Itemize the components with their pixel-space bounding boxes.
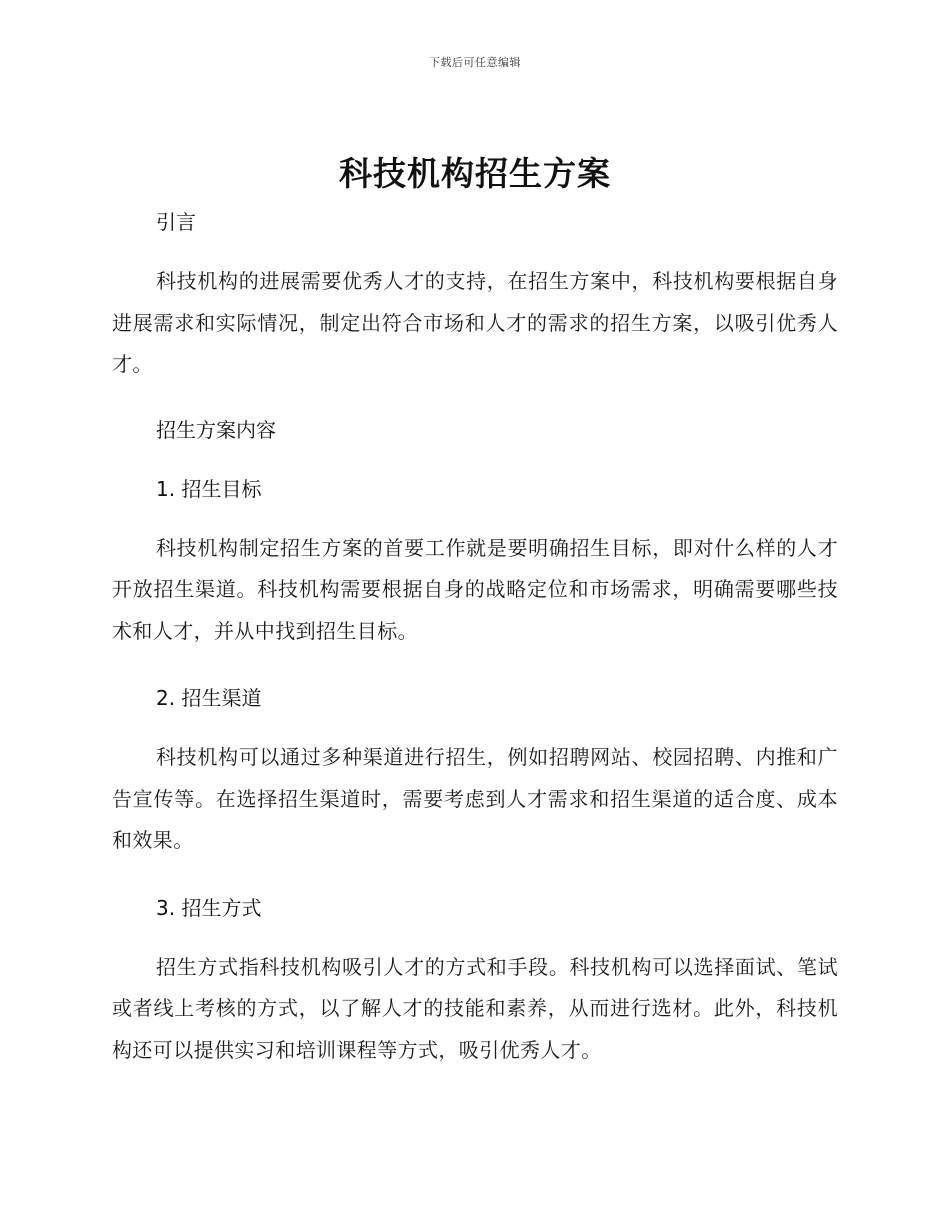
page-title: 科技机构招生方案: [339, 154, 611, 193]
document-body: [112, 200, 838, 1071]
paragraph-channel: 科技机构可以通过多种渠道进行招生，例如招聘网站、校园招聘、内推和广告宣传等。在选择招生渠道时，需要考虑到人才需求和招生渠道的适合度、成本和效果。: [112, 745, 838, 852]
paragraph-intro: 科技机构的进展需要优秀人才的支持，在招生方案中，科技机构要根据自身进展需求和实际情况，制定出符合市场和人才的需求的招生方案，以吸引优秀人才。: [112, 269, 838, 376]
header-note: 下载后可任意编辑: [429, 56, 521, 69]
section-heading-content: 招生方案内容: [156, 417, 276, 442]
section-heading-channel: 2. 招生渠道: [156, 686, 262, 710]
paragraph-target: 科技机构制定招生方案的首要工作就是要明确招生目标，即对什么样的人才开放招生渠道。科技机构需要根据自身的战略定位和市场需求，明确需要哪些技术和人才，并从中找到招生目标。: [112, 535, 838, 643]
section-heading-method: 3. 招生方式: [156, 895, 262, 920]
paragraph-method: 招生方式指科技机构吸引人才的方式和手段。科技机构可以选择面试、笔试或者线上考核的方式，以了解人才的技能和素养，从而进行选材。此外，科技机构还可以提供实习和培训课程等方式，吸引优秀人才。: [112, 954, 838, 1062]
section-heading-target: 1. 招生目标: [156, 476, 262, 501]
section-heading-intro: 引言: [156, 210, 196, 234]
